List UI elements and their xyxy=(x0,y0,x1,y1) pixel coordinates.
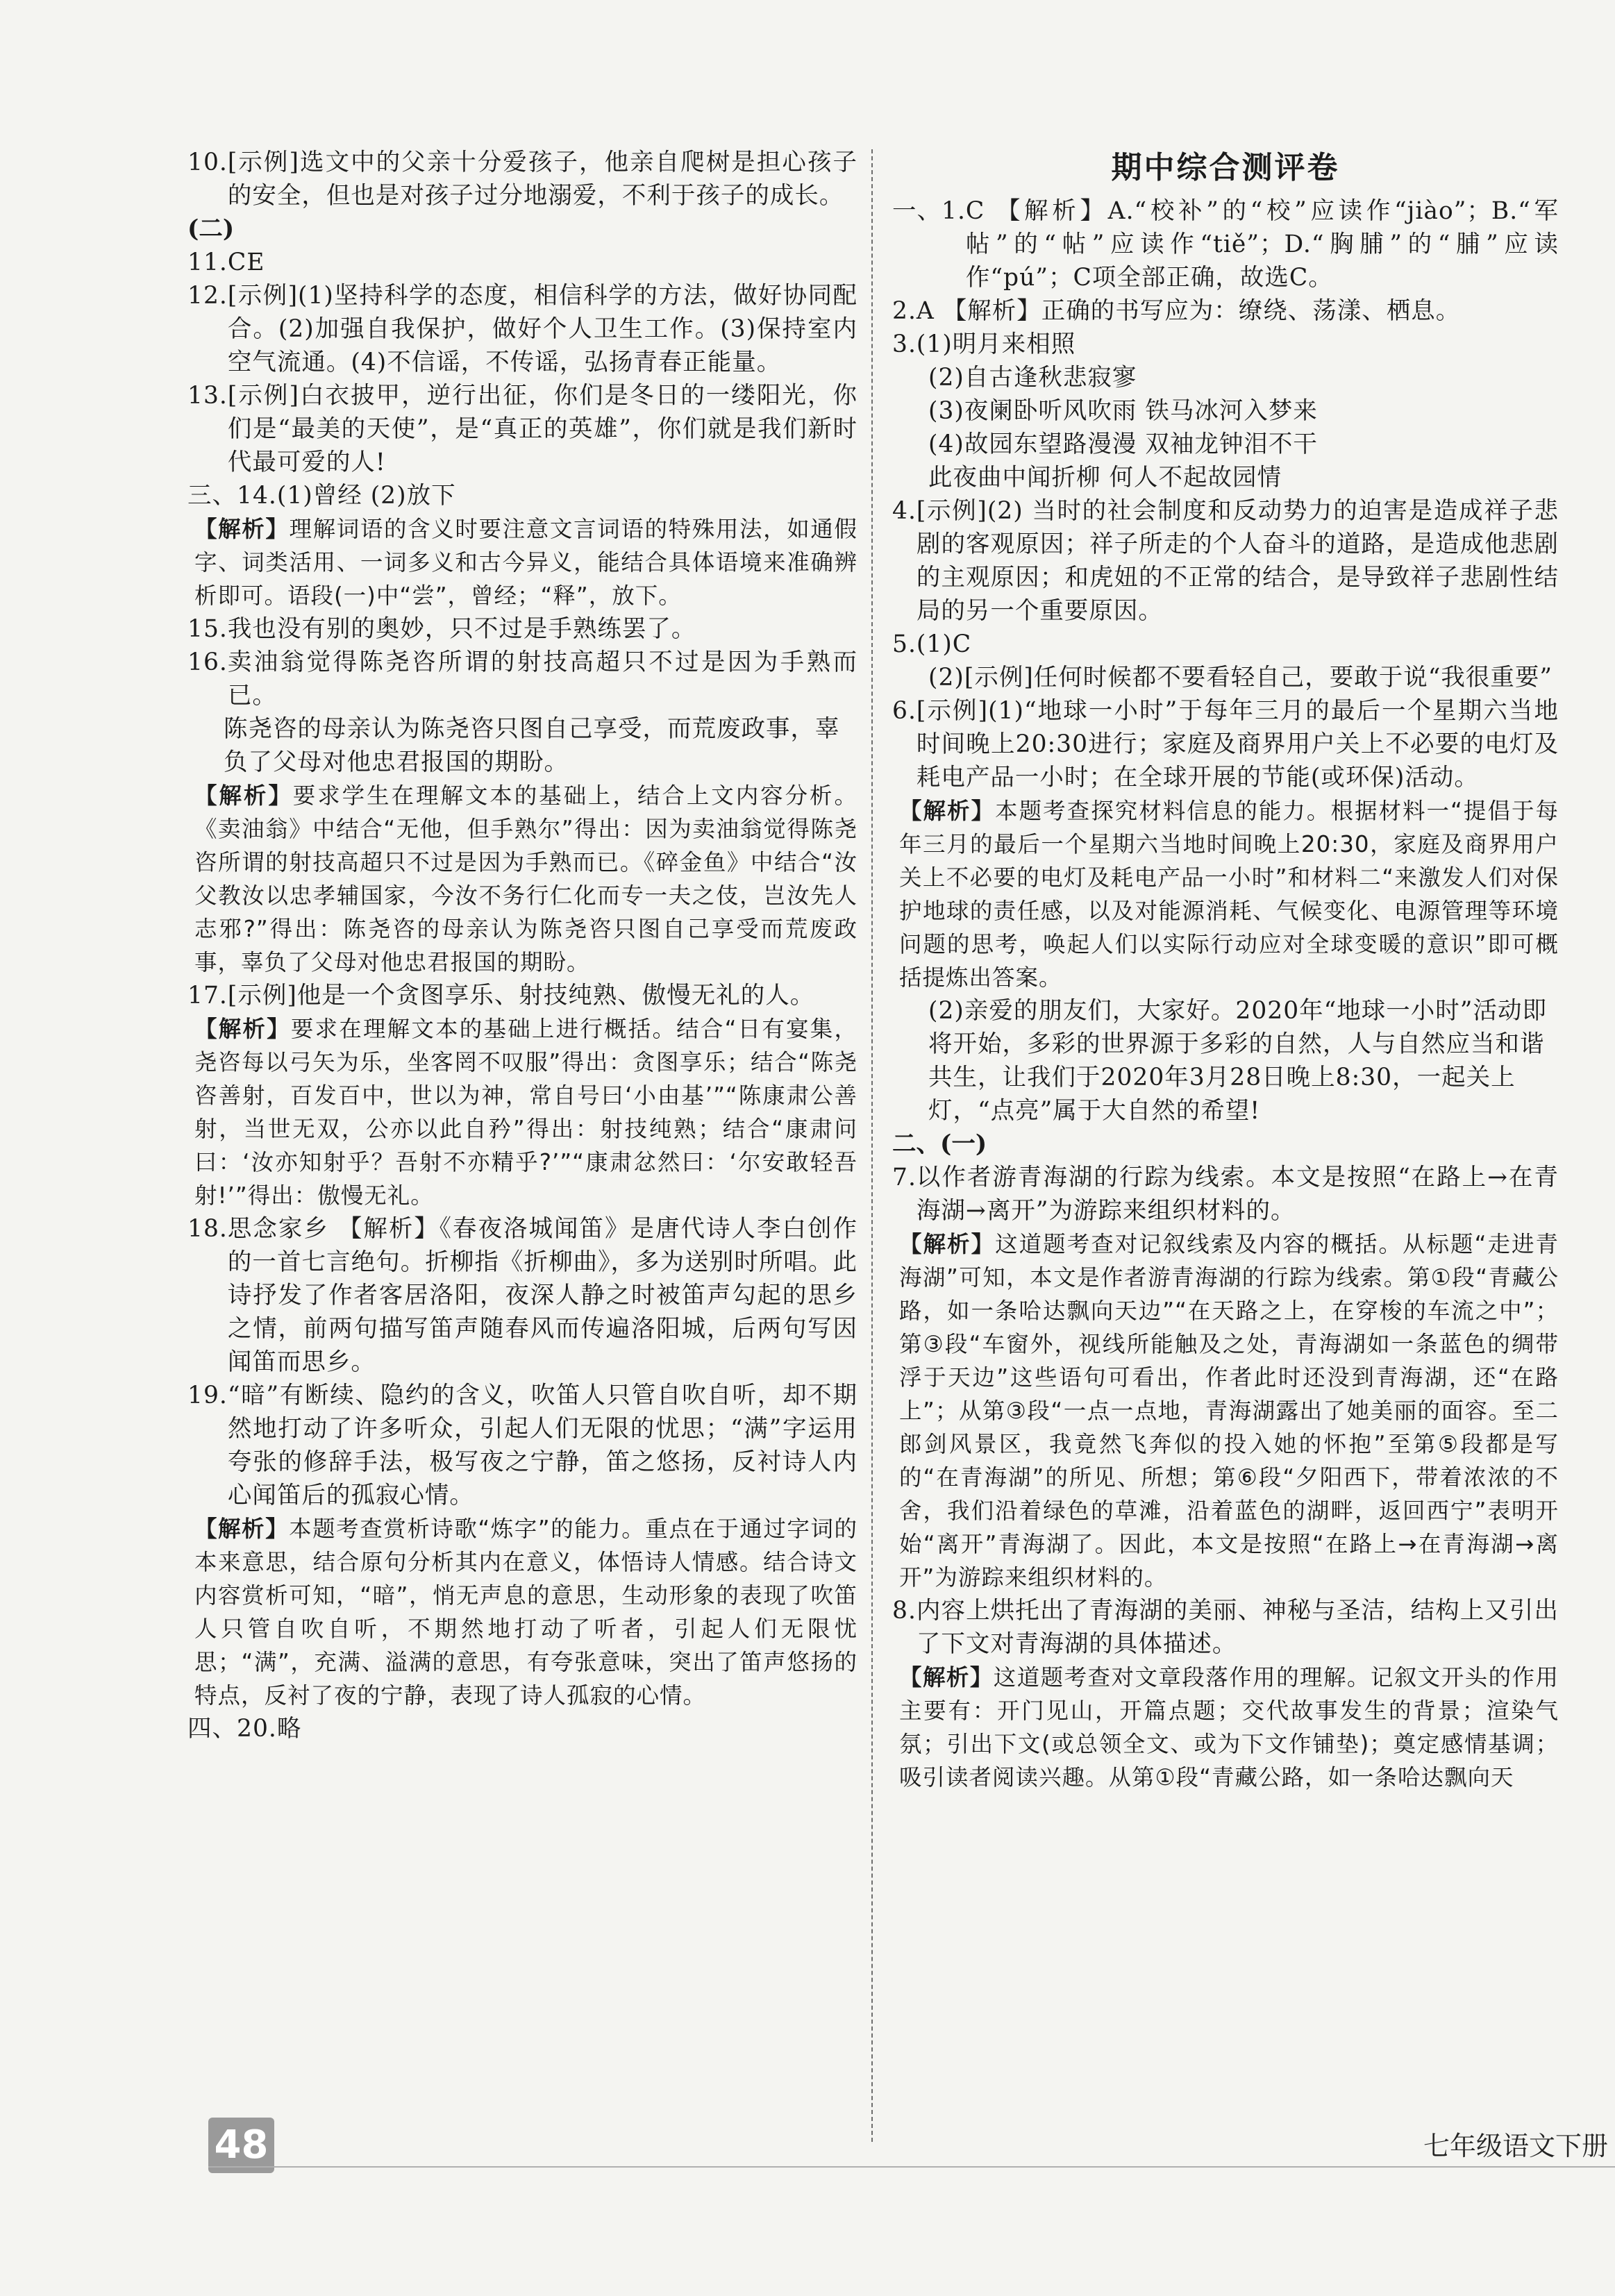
analysis-tag: 【解析】 xyxy=(194,1016,291,1042)
answer-text: [示例]白衣披甲，逆行出征，你们是冬日的一缕阳光，你们是“最美的天使”，是“真正的英雄”，你们就是我们新时代最可爱的人! xyxy=(227,382,857,476)
question-number: 5. xyxy=(892,630,917,658)
analysis-tag: 【解析】 xyxy=(194,1516,290,1542)
analysis-tag: 【解析】 xyxy=(899,798,996,824)
question-number: 10. xyxy=(187,149,228,176)
analysis-tag: 【解析】 xyxy=(194,782,293,809)
answer-text: [示例](1)坚持科学的态度，相信科学的方法，做好协同配合。(2)加强自我保护，做好个人卫生工作。(3)保持室内空气流通。(4)不信谣，不传谣，弘扬青春正能量。 xyxy=(227,282,857,376)
answer-paragraph: (2)[示例]任何时候都不要看轻自己，要敢于说“我很重要” xyxy=(928,664,1553,692)
question-number: 16. xyxy=(187,648,228,676)
analysis-text: 这道题考查对文章段落作用的理解。记叙文开头的作用主要有：开门见山，开篇点题；交代故事发生的背景；渲染气氛；引出下文(或总领全文、或为下文作铺垫)；奠定感情基调；吸引读者阅读兴趣。从第①段“青藏公路，如一条哈达飘向天 xyxy=(899,1664,1559,1791)
answer-text: [示例](1)“地球一小时”于每年三月的最后一个星期六当地时间晚上20:30进行；家庭及商界用户关上不必要的电灯及耗电产品一小时；在全球开展的节能(或环保)活动。 xyxy=(916,697,1559,791)
analysis-text: 本题考查赏析诗歌“炼字”的能力。重点在于通过字词的本来意思，结合原句分析其内在意义，体悟诗人情感。结合诗文内容赏析可知，“暗”，悄无声息的意思，生动形象的表现了吹笛人只管自吹自听，不期然地打动了听者，引起人们无限忧思；“满”，充满、溢满的意思，有夸张意味，突出了笛声悠扬的特点，反衬了夜的宁静，表现了诗人孤寂的心情。 xyxy=(194,1516,857,1709)
analysis-text: 本题考查探究材料信息的能力。根据材料一“提倡于每年三月的最后一个星期六当地时间晚上20:30，家庭及商界用户关上不必要的电灯及耗电产品一小时”和材料二“来激发人们对保护地球的责任感，以及对能源消耗、气候变化、电源管理等环境问题的思考，唤起人们以实际行动应对全球变暖的意识”即可概括提炼出答案。 xyxy=(899,798,1559,991)
answer-text: (1)C xyxy=(916,630,972,658)
analysis-block xyxy=(892,794,1559,994)
question-item xyxy=(892,1161,1559,1227)
question-item xyxy=(187,146,857,212)
question-number: 17. xyxy=(187,982,228,1009)
answer-text: C 【解析】A.“校补”的“校”应读作“jiào”；B.“军帖”的“帖”应读作“tiě”；D.“胸脯”的“脯”应读作“pú”；C项全部正确，故选C。 xyxy=(965,197,1559,292)
question-item xyxy=(892,494,1559,628)
answer-text: (1)曾经 (2)放下 xyxy=(276,482,456,510)
analysis-tag: 【解析】 xyxy=(899,1664,994,1691)
answer-paragraph: 陈尧咨的母亲认为陈尧咨只图自己享受，而荒废政事，辜负了父母对他忠君报国的期盼。 xyxy=(224,715,840,776)
answer-text: [示例]他是一个贪图享乐、射技纯熟、傲慢无礼的人。 xyxy=(227,982,815,1009)
question-number: 三、14. xyxy=(187,482,277,510)
question-number: 7. xyxy=(892,1164,917,1191)
question-item xyxy=(187,1712,857,1745)
answer-text: CE xyxy=(227,249,265,276)
question-item xyxy=(187,246,857,279)
answer-text: 内容上烘托出了青海湖的美丽、神秘与圣洁，结构上又引出了下文对青海湖的具体描述。 xyxy=(916,1597,1559,1658)
question-number: 6. xyxy=(892,697,917,725)
answer-text: A 【解析】正确的书写应为：缭绕、荡漾、栖息。 xyxy=(916,297,1461,325)
analysis-text: 理解词语的含义时要注意文言词语的特殊用法，如通假字、词类活用、一词多义和古今异义，能结合具体语境来准确辨析即可。语段(一)中“尝”，曾经；“释”，放下。 xyxy=(194,516,857,609)
answer-paragraph: (3)夜阑卧听风吹雨 铁马冰河入梦来 xyxy=(928,397,1318,425)
question-item xyxy=(187,479,857,512)
analysis-block xyxy=(892,1227,1559,1594)
answer-text: [示例]选文中的父亲十分爱孩子，他亲自爬树是担心孩子的安全，但也是对孩子过分地溺爱，不利于孩子的成长。 xyxy=(227,149,857,210)
answer-paragraph: 此夜曲中闻折柳 何人不起故园情 xyxy=(928,464,1282,492)
question-item xyxy=(187,1379,857,1512)
question-item xyxy=(187,279,857,379)
question-number: 15. xyxy=(187,615,228,643)
question-item xyxy=(187,979,857,1012)
answer-paragraph: (2)亲爱的朋友们，大家好。2020年“地球一小时”活动即将开始，多彩的世界源于多彩的自然，人与自然应当和谐共生，让我们于2020年3月28日晚上8:30，一起关上灯，“点亮”属于大自然的希望! xyxy=(928,997,1547,1125)
section-heading: 二、(一) xyxy=(892,1130,987,1158)
question-number: 8. xyxy=(892,1597,917,1625)
question-item xyxy=(892,194,1559,294)
page-title: 期中综合测评卷 xyxy=(1111,150,1340,185)
answer-text: 思念家乡 【解析】《春夜洛城闻笛》是唐代诗人李白创作的一首七言绝句。折柳指《折柳曲》，多为送别时所唱。此诗抒发了作者客居洛阳，夜深人静之时被笛声勾起的思乡之情，前两句描写笛声随春风而传遍洛阳城，后两句写因闻笛而思乡。 xyxy=(227,1215,857,1376)
answer-text: “暗”有断续、隐约的含义，吹笛人只管自吹自听，却不期然地打动了许多听众，引起人们无限的忧思；“满”字运用夸张的修辞手法，极写夜之宁静，笛之悠扬，反衬诗人内心闻笛后的孤寂心情。 xyxy=(227,1382,857,1509)
analysis-text: 要求在理解文本的基础上进行概括。结合“日有宴集，尧咨每以弓矢为乐，坐客罔不叹服”得出：贪图享乐；结合“陈尧咨善射，百发百中，世以为神，常自号曰‘小由基’”“陈康肃公善射，当世无双，公亦以此自矜”得出：射技纯熟；结合“康肃问曰：‘汝亦知射乎？吾射不亦精乎?’”“康肃忿然曰：‘尔安敢轻吾射!’”得出：傲慢无礼。 xyxy=(194,1016,857,1209)
question-item xyxy=(892,694,1559,794)
answer-text: 卖油翁觉得陈尧咨所谓的射技高超只不过是因为手熟而已。 xyxy=(227,648,857,710)
question-item xyxy=(892,294,1559,328)
analysis-block xyxy=(187,512,857,612)
question-number: 四、20. xyxy=(187,1715,277,1743)
question-number: 一、1. xyxy=(892,197,966,225)
question-item xyxy=(892,628,1559,661)
analysis-block xyxy=(187,1012,857,1212)
analysis-tag: 【解析】 xyxy=(899,1231,996,1257)
question-number: 11. xyxy=(187,249,228,276)
analysis-block xyxy=(187,1512,857,1712)
question-item xyxy=(892,328,1559,361)
question-item xyxy=(187,379,857,479)
answer-text: (1)明月来相照 xyxy=(916,330,1076,358)
footer-book-label: 七年级语文下册 xyxy=(1423,2131,1608,2161)
question-number: 13. xyxy=(187,382,228,410)
right-column xyxy=(892,146,1559,1794)
question-number: 12. xyxy=(187,282,228,310)
footer-rule xyxy=(208,2166,1615,2168)
question-number: 4. xyxy=(892,497,917,525)
question-item xyxy=(187,1212,857,1379)
question-number: 2. xyxy=(892,297,917,325)
question-number: 19. xyxy=(187,1382,228,1409)
answer-paragraph: (2)自古逢秋悲寂寥 xyxy=(928,364,1137,392)
analysis-text: 这道题考查对记叙线索及内容的概括。从标题“走进青海湖”可知，本文是作者游青海湖的行踪为线索。第①段“青藏公路，如一条哈达飘向天边”“在天路之上，在穿梭的车流之中”；第③段“车窗外，视线所能触及之处，青海湖如一条蓝色的绸带浮于天边”这些语句可看出，作者此时还没到青海湖，还“在路上”；从第③段“一点一点地，青海湖露出了她美丽的面容。至二郎剑风景区，我竟然飞奔似的投入她的怀抱”至第⑤段都是写的“在青海湖”的所见、所想；第⑥段“夕阳西下，带着浓浓的不舍，我们沿着绿色的草滩，沿着蓝色的湖畔，返回西宁”表明开始“离开”青海湖了。因此，本文是按照“在路上→在青海湖→离开”为游踪来组织材料的。 xyxy=(899,1231,1559,1591)
answer-text: 以作者游青海湖的行踪为线索。本文是按照“在路上→在青海湖→离开”为游踪来组织材料的。 xyxy=(916,1164,1559,1225)
answer-paragraph: (4)故园东望路漫漫 双袖龙钟泪不干 xyxy=(928,430,1318,458)
page-number-badge: 48 xyxy=(208,2118,274,2173)
analysis-block xyxy=(187,779,857,979)
answer-text: 略 xyxy=(276,1715,302,1743)
answer-text: [示例](2) 当时的社会制度和反动势力的迫害是造成祥子悲剧的客观原因；祥子所走的个人奋斗的道路，是造成他悲剧的主观原因；和虎妞的不正常的结合，是导致祥子悲剧性结局的另一个重要原因。 xyxy=(916,497,1559,625)
section-heading: (二) xyxy=(187,215,235,243)
analysis-text: 要求学生在理解文本的基础上，结合上文内容分析。《卖油翁》中结合“无他，但手熟尔”得出：因为卖油翁觉得陈尧咨所谓的射技高超只不过是因为手熟而已。《碎金鱼》中结合“汝父教汝以忠孝辅国家，今汝不务行仁化而专一夫之伎，岂汝先人志邪?”得出：陈尧咨的母亲认为陈尧咨只图自己享受而荒废政事，辜负了父母对他忠君报国的期盼。 xyxy=(194,782,857,975)
question-item xyxy=(892,1594,1559,1661)
question-item xyxy=(187,612,857,646)
question-item xyxy=(187,646,857,712)
answer-text: 我也没有别的奥妙，只不过是手熟练罢了。 xyxy=(227,615,696,643)
question-number: 3. xyxy=(892,330,917,358)
column-divider xyxy=(871,149,873,2142)
left-column xyxy=(187,146,857,1745)
analysis-block xyxy=(892,1661,1559,1794)
question-number: 18. xyxy=(187,1215,228,1243)
analysis-tag: 【解析】 xyxy=(194,516,290,542)
